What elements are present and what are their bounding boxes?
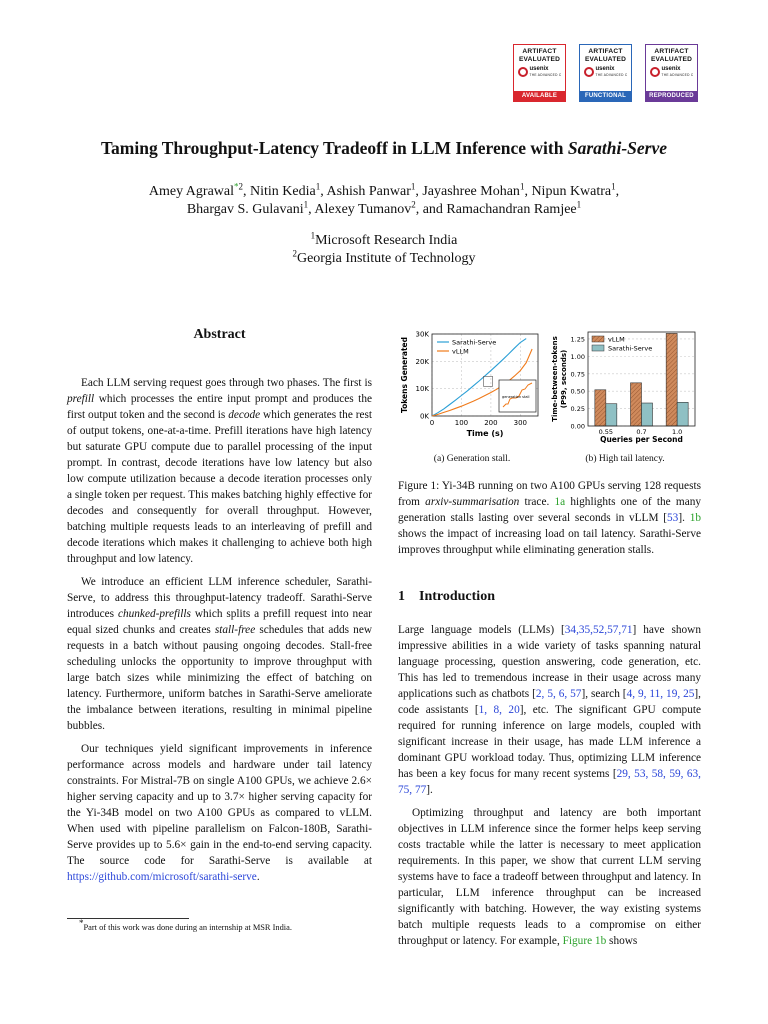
abstract-paragraph-2	[67, 574, 372, 734]
author-affiliation-mark: 2	[411, 199, 416, 210]
text-run: ].	[426, 784, 433, 796]
text-run: .	[256, 871, 260, 883]
intro-paragraph-1	[398, 622, 701, 798]
legend-swatch	[592, 345, 604, 351]
x-tick-label: 0	[429, 419, 435, 427]
y-axis-label-unit: (P99, seconds)	[560, 349, 568, 409]
y-tick-label: 0.50	[570, 387, 585, 396]
bar-sarathi-serve	[642, 403, 653, 426]
footnote-rule	[67, 918, 189, 919]
text-run: ], search [	[581, 688, 627, 700]
intro-paragraph-2	[398, 805, 701, 949]
author-name: Jayashree Mohan	[422, 184, 520, 199]
usenix-tagline: THE ADVANCED C	[595, 73, 628, 77]
y-tick-label: 0K	[419, 412, 429, 421]
author-name: Nipun Kwatra	[531, 184, 612, 199]
text-run: ].	[678, 512, 690, 524]
author-affiliation-mark: 2	[238, 181, 244, 192]
author-name: Bhargav S. Gulavani	[186, 202, 304, 217]
title-main: Taming Throughput-Latency Tradeoff in LLM Inference with	[100, 138, 568, 158]
usenix-logo	[646, 66, 697, 78]
text-run: ], etc. The significant GPU compute required for running inference on large models, coupled with significant increase in their usage, has made LLM inference a dominant GPU workload today. Thus, optimizing LLM inference has been a key focus for many recent systems [	[398, 704, 701, 780]
text-run: We introduce an efficient LLM inference scheduler, Sarathi-Serve, to address this throughput-latency tradeoff. Sarathi-Serve introduces	[67, 576, 372, 620]
author-name: Alexey Tumanov	[314, 202, 412, 217]
legend-label: Sarathi-Serve	[452, 338, 497, 347]
y-tick-label: 0.75	[570, 370, 585, 379]
author-affiliation-mark: 1	[576, 199, 582, 210]
usenix-ring-icon	[518, 67, 528, 77]
authors-line-2: Bhargav S. Gulavani$^1$, Alexey Tumanov$^2$, and Ramachandran Ramjee$^1$	[186, 199, 582, 217]
abstract-paragraph-1	[67, 375, 372, 567]
author-affiliation-mark: 1	[519, 181, 525, 192]
legend-swatch	[592, 336, 604, 342]
x-axis-label: Time (s)	[466, 429, 504, 438]
usenix-wordmark: usenix	[529, 66, 549, 72]
bar-sarathi-serve	[677, 402, 688, 426]
bar-vllm	[666, 333, 677, 426]
text-run: schedules that adds new requests in a batch without pausing ongoing decodes. Stall-free scheduling unlocks the opportunity to improve throughput with large batch sizes while minimizing the effect of batching on latency. Furthermore, uniform batches in Sarathi-Serve ameliorate the imbalance between iterations, resulting in minimal pipeline bubbles.	[67, 624, 372, 732]
x-tick-label: 0.55	[598, 428, 614, 436]
citation-link[interactable]: 4, 9, 11, 19, 25	[626, 688, 695, 700]
inset-label: generation stall	[502, 395, 530, 399]
author-name: Ramachandran Ramjee	[446, 202, 577, 217]
y-tick-label: 0.00	[570, 422, 585, 431]
citation-link[interactable]: 34,35,52,57,71	[564, 624, 633, 636]
citation-link[interactable]: 53	[667, 512, 679, 524]
text-run: shows	[606, 935, 638, 947]
bar-vllm	[631, 383, 642, 426]
x-tick-label: 0.7	[636, 428, 647, 436]
y-tick-label: 30K	[415, 330, 429, 339]
citation-link[interactable]: 1, 8, 20	[478, 704, 520, 716]
badge-label: AVAILABLE	[514, 91, 565, 101]
x-tick-label: 100	[454, 419, 469, 427]
emphasis-text: chunked-prefills	[117, 608, 191, 620]
badge-title: ARTIFACT EVALUATED	[650, 48, 693, 63]
author-affiliation-mark: 1	[303, 199, 309, 210]
footnote: *Part of this work was done during an internship at MSR India.	[79, 918, 292, 932]
y-tick-label: 1.00	[570, 352, 585, 361]
y-tick-label: 20K	[415, 357, 429, 366]
figure-ref-link[interactable]: Figure 1b	[562, 935, 607, 947]
author-affiliation-mark: 1	[611, 181, 616, 192]
abstract-heading: Abstract	[193, 327, 246, 342]
citation-link[interactable]: 29, 53, 58, 59, 63, 75, 77	[398, 768, 702, 796]
text-run: trace.	[519, 496, 555, 508]
x-axis-label: Queries per Second	[600, 435, 683, 444]
text-run: Each LLM serving request goes through two phases. The first is	[81, 377, 372, 389]
badge-artifact-reproduced	[645, 44, 698, 102]
x-tick-label: 300	[513, 419, 528, 427]
figure-ref-link[interactable]: 1b	[689, 512, 701, 524]
usenix-logo	[514, 66, 565, 78]
emphasis-text: arxiv-summarisation	[425, 496, 520, 508]
y-tick-label: 1.25	[570, 335, 585, 344]
stall-highlight-box	[484, 376, 493, 386]
intro-body	[398, 622, 701, 956]
author-affiliation-mark: 1	[410, 181, 416, 192]
usenix-logo	[580, 66, 631, 78]
text-run: shows the impact of increasing load on tail latency. Sarathi-Serve improves throughput while eliminating generation stalls.	[398, 528, 701, 556]
usenix-wordmark: usenix	[595, 66, 615, 72]
affiliation-2: $^2$Georgia Institute of Technology	[292, 248, 476, 266]
x-tick-label: 200	[484, 419, 498, 427]
usenix-tagline: THE ADVANCED C	[661, 73, 694, 77]
legend-label: Sarathi-Serve	[608, 344, 653, 353]
usenix-tagline: THE ADVANCED C	[529, 73, 562, 77]
usenix-ring-icon	[584, 67, 594, 77]
text-run: Our techniques yield significant improvements in inference performance across models and hardware under tail latency constraints. For Mistral-7B on single A100 GPUs, we achieve 2.6× higher serving capacity and up to 3.7× higher serving capacity for the Yi-34B model on two A100 GPUs as compared to vLLM. When used with pipeline parallelism on Falcon-180B, Sarathi-Serve provides up to 5.6× gain in the end-to-end serving capacity. The source code for Sarathi-Serve is available at	[67, 743, 372, 867]
legend-label: vLLM	[452, 347, 469, 356]
emphasis-text: prefill	[67, 393, 95, 405]
emphasis-text: stall-free	[214, 624, 256, 636]
chart-generation-stall	[398, 328, 543, 444]
author-name: Nitin Kedia	[250, 184, 316, 199]
bar-vllm	[595, 390, 606, 426]
text-run: which splits a prefill request into near equal sized chunks and creates	[67, 608, 372, 636]
badge-title: ARTIFACT EVALUATED	[518, 48, 561, 63]
figure-caption	[398, 478, 701, 565]
title-emphasis: Sarathi-Serve	[567, 138, 668, 158]
text-run: Figure 1: Yi-34B running on two A100 GPUs serving 128 requests from	[398, 480, 701, 508]
legend-label: vLLM	[608, 335, 625, 344]
y-tick-label: 10K	[415, 385, 429, 394]
usenix-wordmark: usenix	[661, 66, 681, 72]
badge-label: REPRODUCED	[646, 91, 697, 101]
chart-tail-latency	[548, 328, 700, 444]
text-run: which generates the rest of output tokens, one-at-a-time. Prefill iterations have high latency but saturate GPU compute due to parallel processing of the input prompt. In contrast, decode iterations have low latency but also low compute utilization because a decode iteration processes only a single token per request. This makes batching highly effective for decodes and consequently for overall throughput. However, batching multiple requests leads to an interleaving of prefill and decode iterations which makes it challenging to achieve both high throughput and low latency.	[67, 409, 373, 565]
badge-title: ARTIFACT EVALUATED	[584, 48, 627, 63]
bar-sarathi-serve	[606, 404, 617, 426]
paper-title	[0, 138, 768, 159]
text-run: Large language models (LLMs) [	[398, 624, 565, 636]
badge-label: FUNCTIONAL	[580, 91, 631, 101]
badge-artifact-available	[513, 44, 566, 102]
subcaption-a: (a) Generation stall.	[433, 453, 511, 464]
y-axis-label: Time-between-tokens	[551, 336, 559, 422]
citation-link[interactable]: https://github.com/microsoft/sarathi-serve	[67, 871, 257, 883]
usenix-ring-icon	[650, 67, 660, 77]
text-run: ] have shown impressive abilities in a wide variety of tasks spanning natural language processing, question answering, code generation, etc. This has led to tremendous increase in their usage across many applications such as chatbots [	[398, 624, 701, 700]
text-run: which processes the entire input prompt and produces the first output token and the second is	[67, 393, 372, 421]
emphasis-text: decode	[228, 409, 261, 421]
author-name: Ashish Panwar	[326, 184, 411, 199]
text-run: ], code assistants [	[398, 688, 701, 716]
author-star: *	[234, 181, 239, 192]
abstract-body	[67, 375, 372, 892]
citation-link[interactable]: 2, 5, 6, 57	[535, 688, 582, 700]
affiliation-1: $^1$Microsoft Research India	[310, 230, 458, 248]
badge-artifact-functional	[579, 44, 632, 102]
author-name: Amey Agrawal	[148, 184, 235, 199]
subcaption-b: (b) High tail latency.	[585, 453, 665, 464]
y-axis-label: Tokens Generated	[400, 336, 409, 414]
y-tick-label: 0.25	[570, 405, 585, 414]
text-run: Optimizing throughput and latency are both important objectives in LLM inference since the former helps keep serving costs tractable while the latter is necessary to meet application requirements. In this paper, we show that current LLM serving systems have to face a tradeoff between throughput and latency. In particular, LLM inference throughput can be increased significantly with batching. However, the way existing systems batch multiple requests leads to a compromise on either throughput or latency. For example,	[398, 807, 701, 947]
intro-heading: 1 Introduction	[398, 589, 495, 604]
author-affiliation-mark: 1	[315, 181, 321, 192]
authors-line-1: Amey Agrawal$^{*2}$, Nitin Kedia$^1$, Ashish Panwar$^1$, Jayashree Mohan$^1$, Nipun Kwatra$^1$,	[148, 181, 620, 199]
x-tick-label: 1.0	[671, 428, 683, 436]
figure-ref-link[interactable]: 1a	[554, 496, 566, 508]
text-run: highlights one of the many generation stalls lasting over several seconds in vLLM [	[398, 496, 702, 524]
abstract-paragraph-3	[67, 741, 372, 885]
